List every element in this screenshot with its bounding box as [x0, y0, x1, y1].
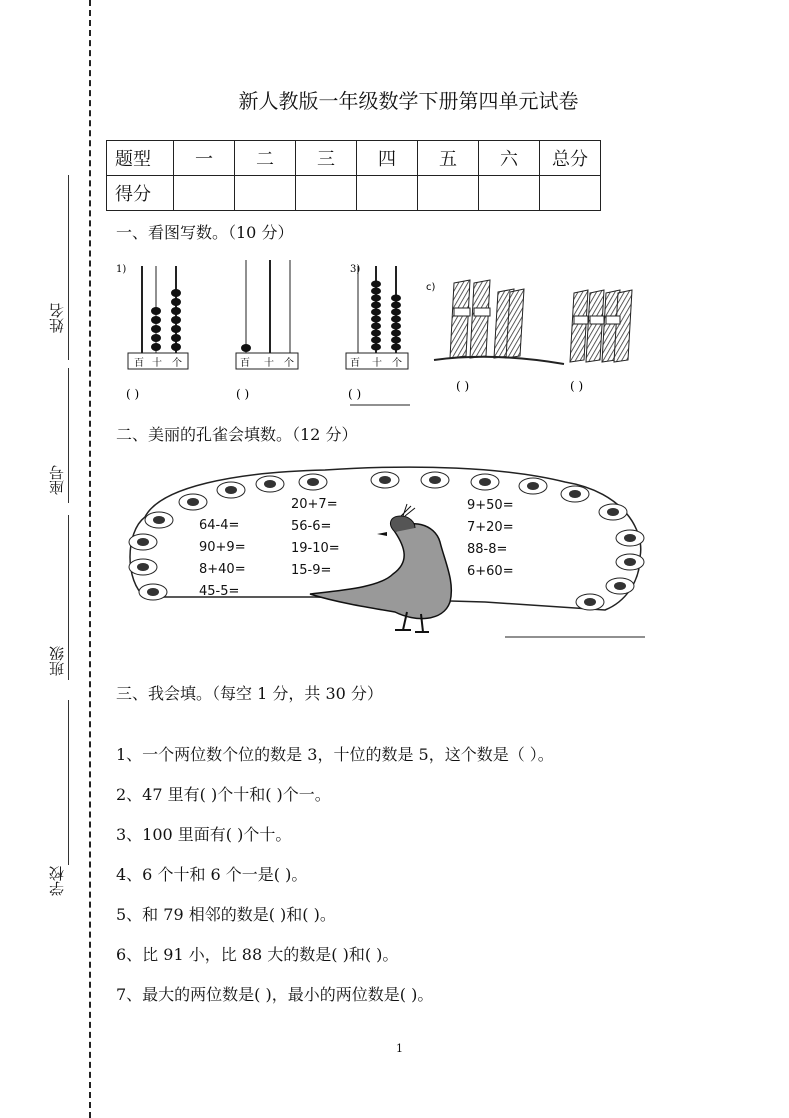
- school-label: 学校: [48, 866, 66, 896]
- score-cell[interactable]: [418, 176, 479, 211]
- peacock-equation: 88-8=: [467, 542, 508, 557]
- peacock-equation: 8+40=: [199, 562, 246, 577]
- abacus-3-tens-label: 十: [372, 358, 382, 369]
- svg-text:( ): ( ): [456, 379, 470, 393]
- score-header-cell: 三: [296, 141, 357, 176]
- score-header-cell: 二: [235, 141, 296, 176]
- abacus-2-hundreds-label: 百: [240, 358, 250, 369]
- question-6: 6、比 91 小，比 88 大的数是( )和( )。: [116, 945, 399, 964]
- question-5: 5、和 79 相邻的数是( )和( )。: [116, 905, 336, 924]
- peacock-equation: 64-4=: [199, 518, 240, 533]
- score-cell[interactable]: [357, 176, 418, 211]
- peacock-equation: 45-5=: [199, 584, 240, 599]
- score-cell[interactable]: [479, 176, 540, 211]
- score-table-header-row: [107, 141, 601, 176]
- abacus-3-hundreds-label: 百: [350, 358, 360, 369]
- abacus-3: [338, 258, 418, 408]
- score-header-cell: 五: [418, 141, 479, 176]
- score-cell[interactable]: [296, 176, 357, 211]
- name-rule: [68, 175, 69, 360]
- binding-dashed-line: [89, 0, 91, 1118]
- page-number: 1: [396, 1042, 403, 1055]
- school-rule: [68, 700, 69, 865]
- abacus-1-hundreds-label: 百: [134, 358, 144, 369]
- question-7: 7、最大的两位数是( )，最小的两位数是( )。: [116, 985, 434, 1004]
- score-table: [106, 140, 601, 211]
- section3-heading: 三、我会填。（每空 1 分，共 30 分）: [116, 684, 383, 703]
- svg-text:( ): ( ): [348, 387, 362, 401]
- abacus-1-ones-label: 个: [172, 358, 182, 369]
- score-header-cell: 题型: [107, 141, 174, 176]
- seat-label: 座号: [48, 465, 66, 495]
- svg-text:c): c): [426, 282, 436, 293]
- section2-heading: 二、美丽的孔雀会填数。（12 分）: [116, 425, 358, 444]
- svg-text:1): 1): [116, 264, 127, 275]
- question-4: 4、6 个十和 6 个一是( )。: [116, 865, 308, 884]
- abacus-2-ones-label: 个: [284, 358, 294, 369]
- peacock-equation: 15-9=: [291, 563, 332, 578]
- score-header-cell: 一: [174, 141, 235, 176]
- peacock-equation: 19-10=: [291, 541, 340, 556]
- peacock-equation: 9+50=: [467, 498, 514, 513]
- abacus-2: [228, 258, 308, 403]
- score-header-cell: 总分: [540, 141, 601, 176]
- abacus-2-tens-label: 十: [264, 358, 274, 369]
- svg-text:( ): ( ): [570, 379, 584, 393]
- name-label: 姓名: [48, 303, 66, 333]
- score-cell[interactable]: [174, 176, 235, 211]
- score-row-label: 得分: [107, 176, 174, 211]
- score-cell[interactable]: [235, 176, 296, 211]
- peacock-equation: 7+20=: [467, 520, 514, 535]
- section1-heading: 一、看图写数。（10 分）: [116, 223, 294, 242]
- abacus-1-tens-label: 十: [152, 358, 162, 369]
- score-header-cell: 六: [479, 141, 540, 176]
- page-title: 新人教版一年级数学下册第四单元试卷: [238, 89, 579, 113]
- question-2: 2、47 里有( )个十和( )个一。: [116, 785, 331, 804]
- abacus-3-ones-label: 个: [392, 358, 402, 369]
- peacock-equation: 56-6=: [291, 519, 332, 534]
- peacock-equation: 90+9=: [199, 540, 246, 555]
- peacock-equation: 20+7=: [291, 497, 338, 512]
- score-header-cell: 四: [357, 141, 418, 176]
- peacock-equation: 6+60=: [467, 564, 514, 579]
- svg-text:( ): ( ): [126, 387, 140, 401]
- svg-text:3): 3): [350, 264, 361, 275]
- abacus-1: [112, 258, 202, 403]
- svg-text:( ): ( ): [236, 387, 250, 401]
- score-cell[interactable]: [540, 176, 601, 211]
- seat-rule: [68, 368, 69, 503]
- question-3: 3、100 里面有( )个十。: [116, 825, 292, 844]
- score-table-score-row: [107, 176, 601, 211]
- class-label: 班级: [48, 646, 66, 676]
- question-1: 1、一个两位数个位的数是 3，十位的数是 5，这个数是（ ）。: [116, 745, 554, 764]
- class-rule: [68, 515, 69, 680]
- stick-bundles-picture: [424, 278, 639, 398]
